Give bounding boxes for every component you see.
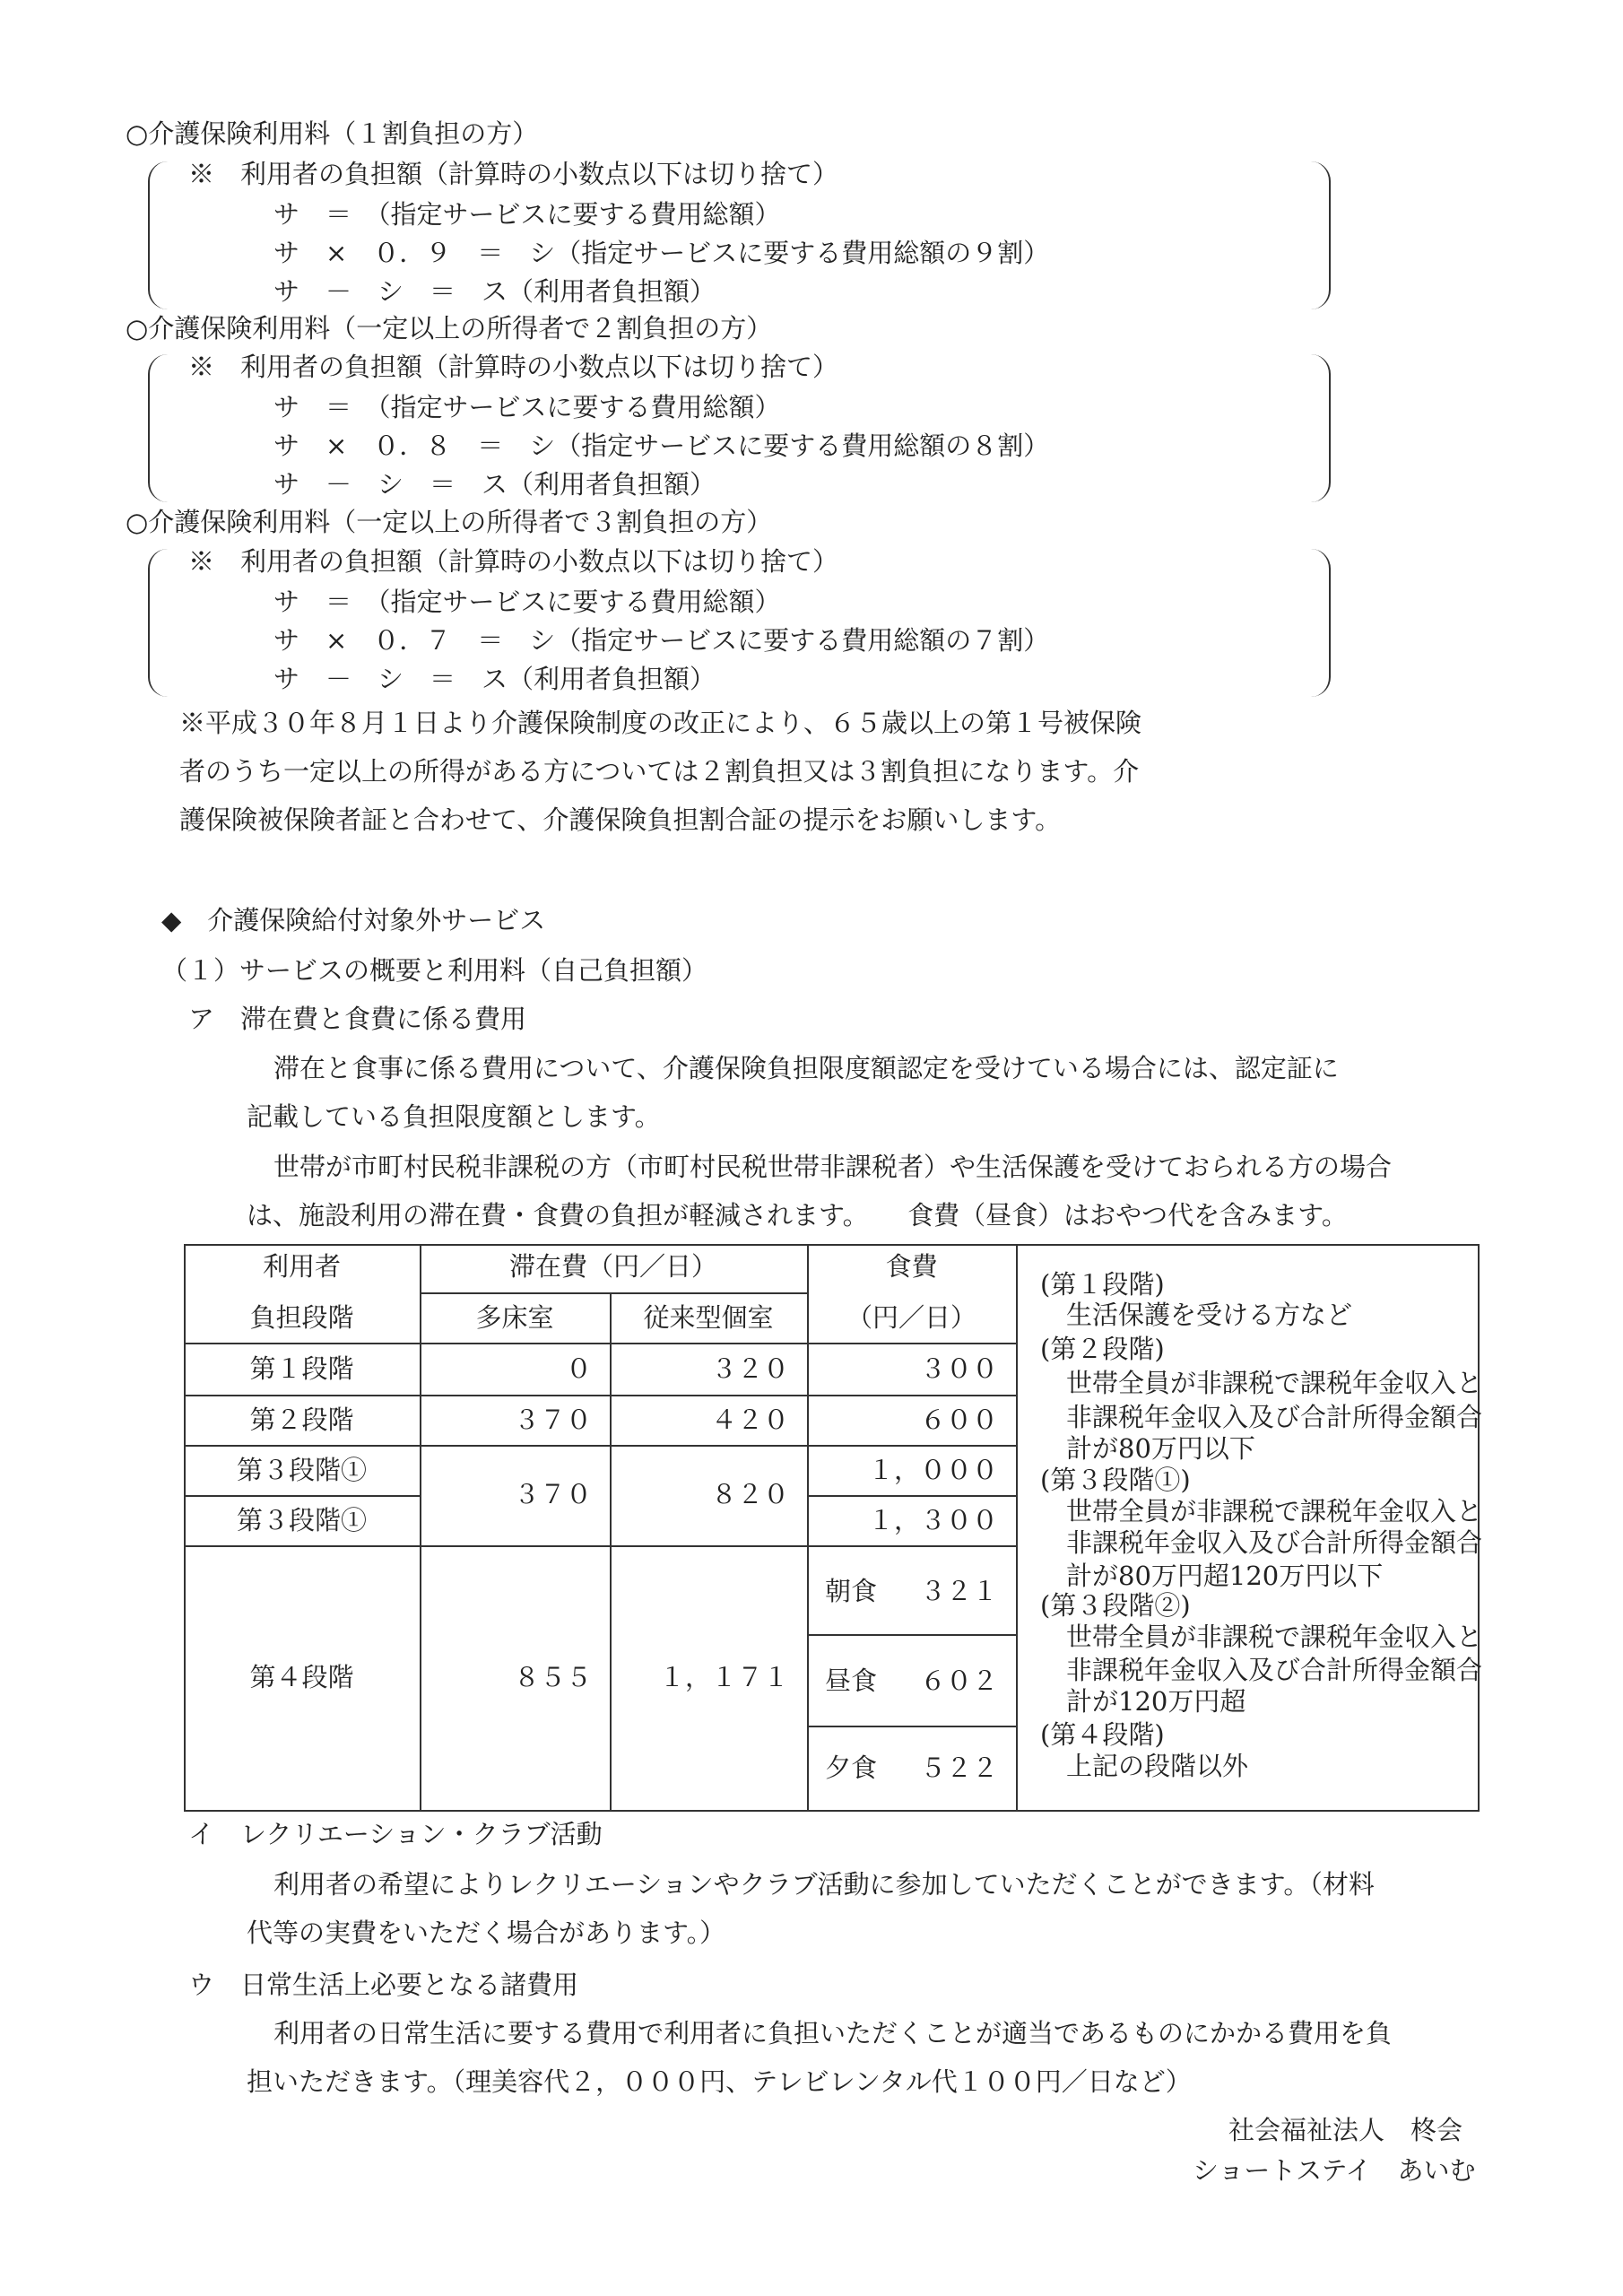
stage-note: 非課税年金収入及び合計所得金額合 [1040, 1655, 1483, 1685]
left-brace [148, 549, 169, 697]
header-user: 利用者 [262, 1251, 341, 1282]
calc-line: サ × ０．８ ＝ シ（指定サービスに要する費用総額の８割） [273, 430, 1050, 461]
item-i-line: 代等の実費をいただく場合があります。） [247, 1918, 726, 1948]
stage-note: (第３段階②) [1040, 1590, 1191, 1621]
calc-line: サ × ０．７ ＝ シ（指定サービスに要する費用総額の７割） [273, 625, 1050, 656]
header-food: （円／日） [846, 1302, 976, 1333]
stage-note: 計が120万円超 [1040, 1686, 1246, 1717]
stage-cell: 第２段階 [249, 1405, 354, 1435]
meal-label: 朝食 [825, 1576, 878, 1606]
sub-title: （１）サービスの概要と利用料（自己負担額） [161, 955, 708, 986]
private-cell: ３２０ [710, 1353, 789, 1384]
stage-cell: 第１段階 [249, 1353, 354, 1384]
calc-heading: ○介護保険利用料（一定以上の所得者で３割負担の方） [126, 507, 773, 537]
header-food: 食費 [885, 1251, 938, 1282]
header-stay: 滞在費（円／日） [508, 1251, 717, 1282]
left-brace [148, 354, 169, 502]
stage-cell: 第４段階 [249, 1662, 354, 1692]
item-a-para: は、施設利用の滞在費・食費の負担が軽減されます。 食費（昼食）はおやつ代を含みます。 [247, 1200, 1348, 1231]
calc-line: サ ＝ （指定サービスに要する費用総額） [273, 199, 781, 230]
stage-note: 上記の段階以外 [1040, 1751, 1249, 1781]
item-i-title: イ レクリエーション・クラブ活動 [188, 1819, 603, 1849]
header-private: 従来型個室 [643, 1302, 774, 1333]
multi-cell: ８５５ [513, 1662, 592, 1692]
right-brace [1309, 549, 1331, 697]
calc-line: サ － シ ＝ ス（利用者負担額） [273, 469, 716, 500]
meal-value: ５２２ [919, 1752, 998, 1783]
stage-note: 世帯全員が非課税で課税年金収入と [1040, 1368, 1483, 1398]
meal-value: ３２１ [919, 1576, 998, 1606]
right-brace [1309, 354, 1331, 502]
stage-note: 世帯全員が非課税で課税年金収入と [1040, 1622, 1483, 1652]
stage-note: (第１段階) [1040, 1269, 1165, 1300]
stage-note: 非課税年金収入及び合計所得金額合 [1040, 1402, 1483, 1432]
footer-org: 社会福祉法人 柊会 [1228, 2115, 1463, 2145]
multi-cell: ３７０ [513, 1479, 592, 1509]
item-a-para: 世帯が市町村民税非課税の方（市町村民税世帯非課税者）や生活保護を受けておられる方の場合 [273, 1152, 1393, 1182]
revision-note-line: 者のうち一定以上の所得がある方については２割負担又は３割負担になります。介 [179, 756, 1140, 787]
calc-note: ※ 利用者の負担額（計算時の小数点以下は切り捨て） [188, 159, 839, 189]
revision-note-line: ※平成３０年８月１日より介護保険制度の改正により、６５歳以上の第１号被保険 [179, 708, 1142, 738]
stage-cell: 第３段階① [236, 1455, 367, 1485]
food-cell: １，０００ [867, 1455, 998, 1485]
item-a-title: ア 滞在費と食費に係る費用 [188, 1004, 527, 1034]
calc-line: サ － シ ＝ ス（利用者負担額） [273, 664, 716, 694]
left-brace [148, 161, 169, 309]
stage-note: 非課税年金収入及び合計所得金額合 [1040, 1527, 1483, 1558]
stage-note: (第３段階①) [1040, 1465, 1191, 1495]
calc-line: サ ＝ （指定サービスに要する費用総額） [273, 392, 781, 422]
multi-cell: ０ [565, 1353, 592, 1384]
item-a-para: 記載している負担限度額とします。 [247, 1101, 661, 1132]
item-u-title: ウ 日常生活上必要となる諸費用 [188, 1970, 579, 2000]
meal-label: 昼食 [825, 1665, 878, 1696]
header-user: 負担段階 [249, 1302, 354, 1333]
food-cell: ３００ [919, 1353, 998, 1384]
stage-note: (第４段階) [1040, 1719, 1165, 1750]
calc-line: サ － シ ＝ ス（利用者負担額） [273, 276, 716, 307]
stage-note: (第２段階) [1040, 1334, 1165, 1364]
calc-heading: ○介護保険利用料（一定以上の所得者で２割負担の方） [126, 313, 773, 344]
stage-note: 計が80万円以下 [1040, 1433, 1255, 1464]
calc-heading: ○介護保険利用料（１割負担の方） [126, 118, 539, 149]
calc-line: サ ＝ （指定サービスに要する費用総額） [273, 587, 781, 617]
private-cell: ４２０ [710, 1405, 789, 1435]
food-cell: １，３００ [867, 1505, 998, 1535]
calc-note: ※ 利用者の負担額（計算時の小数点以下は切り捨て） [188, 546, 839, 577]
header-multi: 多床室 [475, 1302, 554, 1333]
calc-note: ※ 利用者の負担額（計算時の小数点以下は切り捨て） [188, 352, 839, 382]
item-i-line: 利用者の希望によりレクリエーションやクラブ活動に参加していただくことができます。（材料 [273, 1869, 1375, 1900]
stage-note: 生活保護を受ける方など [1040, 1300, 1353, 1330]
stage-cell: 第３段階① [236, 1505, 367, 1535]
footer-facility: ショートステイ あいむ [1193, 2155, 1476, 2186]
calc-line: サ × ０．９ ＝ シ（指定サービスに要する費用総額の９割） [273, 238, 1050, 268]
right-brace [1309, 161, 1331, 309]
stage-note: 計が80万円超120万円以下 [1040, 1561, 1384, 1591]
food-cell: ６００ [919, 1405, 998, 1435]
private-cell: ８２０ [710, 1479, 789, 1509]
multi-cell: ３７０ [513, 1405, 592, 1435]
item-a-para: 滞在と食事に係る費用について、介護保険負担限度額認定を受けている場合には、認定証に [273, 1053, 1339, 1083]
stage-note: 世帯全員が非課税で課税年金収入と [1040, 1496, 1483, 1526]
item-u-line: 担いただきます。（理美容代２，０００円、テレビレンタル代１００円／日など） [247, 2066, 1192, 2097]
meal-value: ６０２ [919, 1665, 998, 1696]
section-title: ◆ 介護保険給付対象外サービス [161, 905, 546, 935]
private-cell: １，１７１ [658, 1662, 789, 1692]
meal-label: 夕食 [825, 1752, 878, 1783]
revision-note-line: 護保険被保険者証と合わせて、介護保険負担割合証の提示をお願いします。 [179, 804, 1062, 835]
item-u-line: 利用者の日常生活に要する費用で利用者に負担いただくことが適当であるものにかかる費用を負 [273, 2018, 1393, 2048]
